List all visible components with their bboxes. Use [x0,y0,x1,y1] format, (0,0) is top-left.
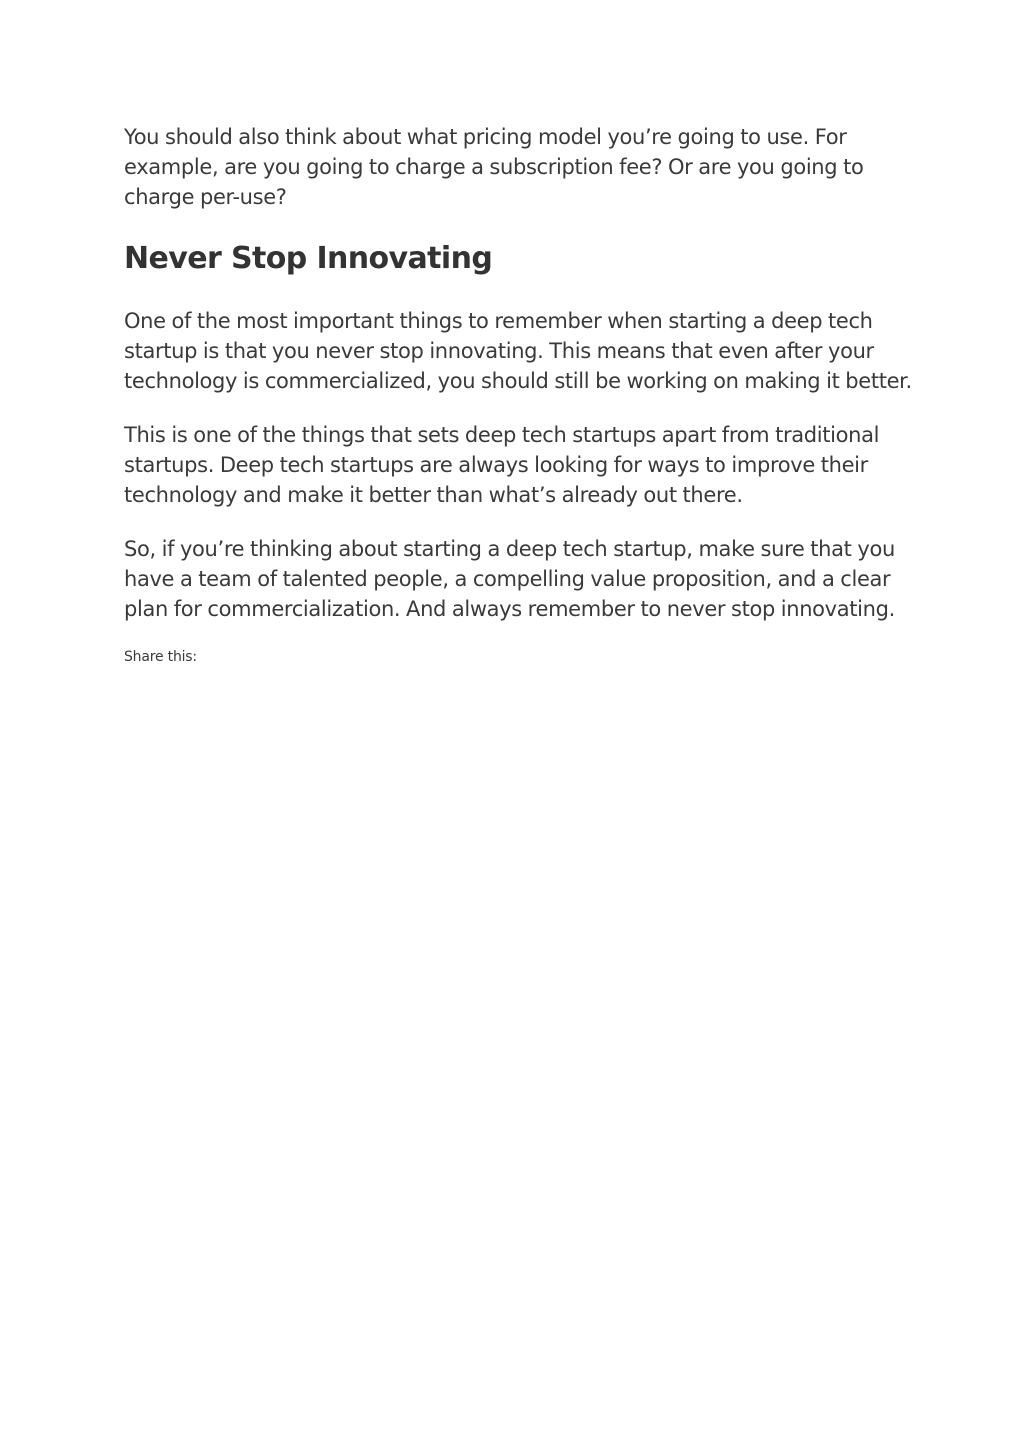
intro-paragraph: You should also think about what pricing model you’re going to use. For example, are you going to charge a subscription fee? Or are you going to charge per-use? [124,125,864,209]
paragraph-innovating: One of the most important things to remember when starting a deep tech startup is that you never stop innovating. This means that even after your technology is commercialized, you should still be working on making it better. [124,309,912,393]
section-heading: Never Stop Innovating [124,241,493,276]
paragraph-differentiation: This is one of the things that sets deep tech startups apart from traditional startups. Deep tech startups are always looking for ways to improve their technology and make it better than what’s already out there. [124,423,880,507]
paragraph-conclusion: So, if you’re thinking about starting a deep tech startup, make sure that you have a team of talented people, a compelling value proposition, and a clear plan for commercialization. And always remember to never stop innovating. [124,537,895,621]
share-label: Share this: [124,649,197,665]
article-body [124,122,914,666]
